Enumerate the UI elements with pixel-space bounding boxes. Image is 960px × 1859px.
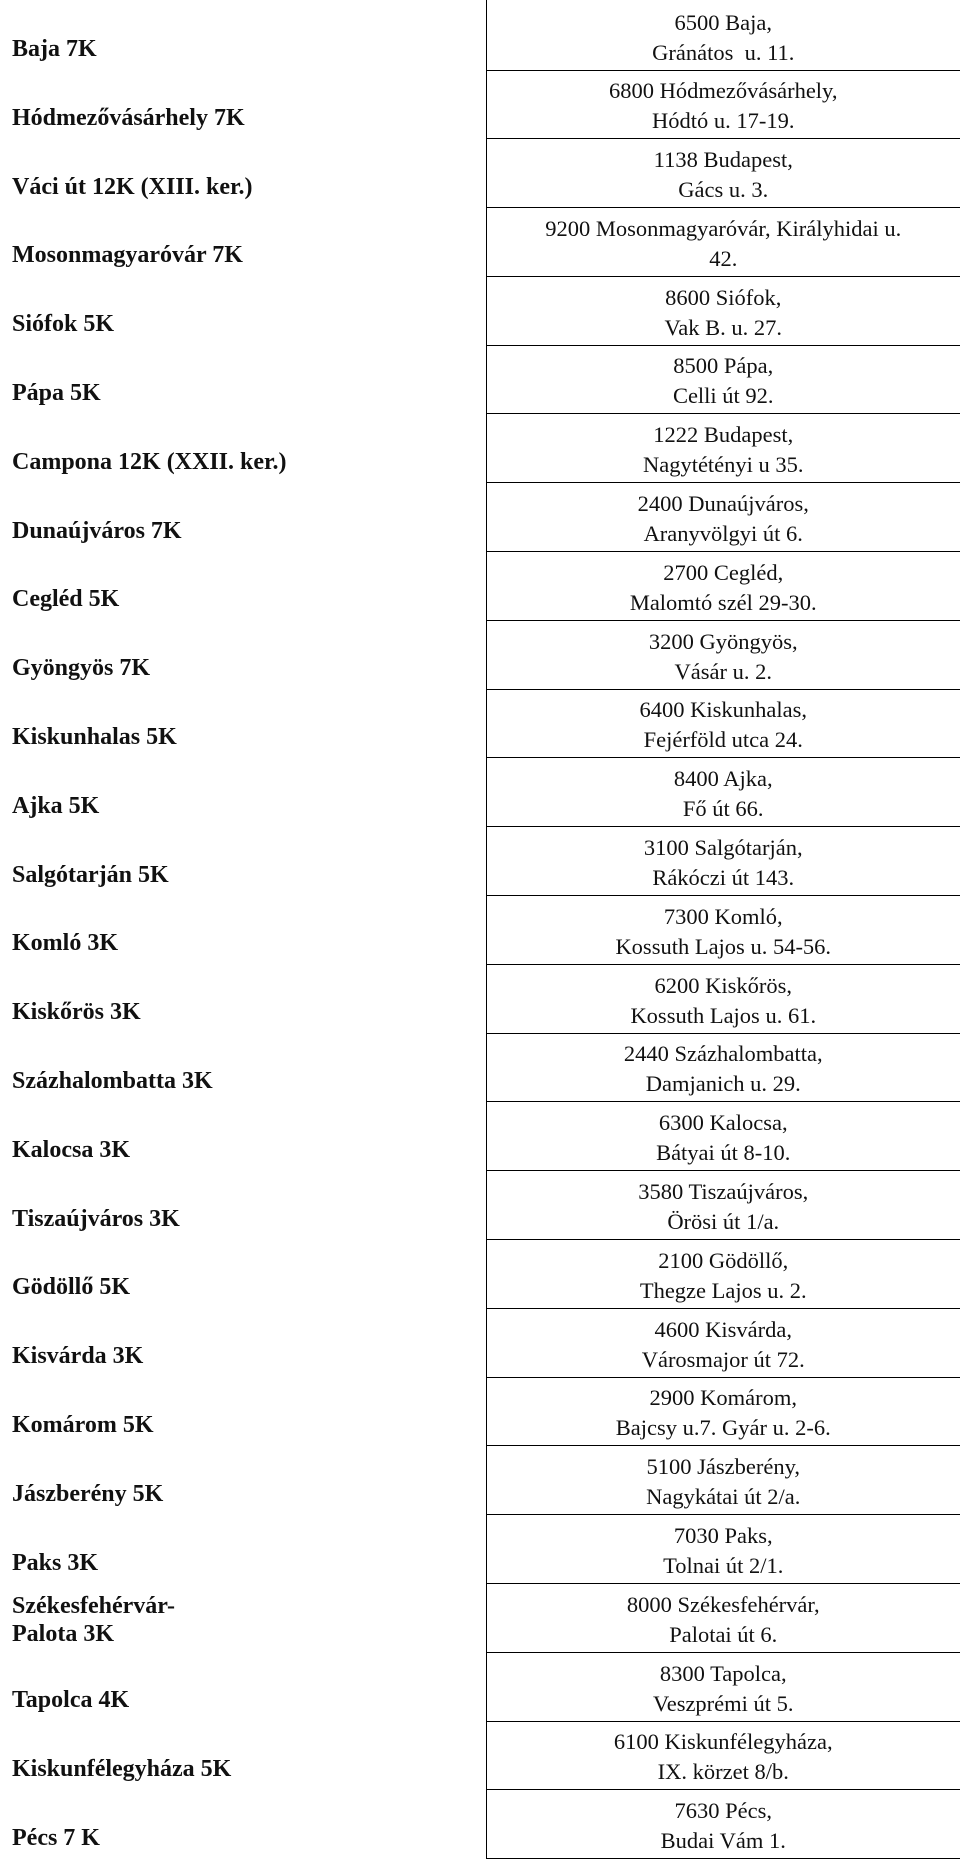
table-row [0,620,960,689]
store-name-text: Váci út 12K (XIII. ker.) [12,173,253,200]
store-name-text: Székesfehérvár- Palota 3K [12,1593,176,1648]
store-address [486,827,960,896]
address-city-line: 4600 Kisvárda, [654,1316,792,1342]
address-city-line: 8000 Székesfehérvár, [626,1591,820,1617]
store-name [0,1652,486,1721]
store-address [486,964,960,1033]
store-name-text: Pécs 7 K [12,1824,100,1851]
address-city-line: 2400 Dunaújváros, [637,491,809,517]
store-address [486,1515,960,1584]
address-city-line: 3100 Salgótarján, [643,835,803,861]
store-name-text: Kiskőrös 3K [12,999,141,1026]
address-city-line: 7030 Paks, [673,1523,773,1549]
table-row [0,345,960,414]
address-city-line: 6800 Hódmezővásárhely, [609,78,838,104]
address-street-line: Tolnai út 2/1. [663,1553,784,1579]
store-name-text: Tapolca 4K [12,1687,130,1714]
store-name-text: Salgótarján 5K [12,861,169,888]
address-street-line: Örösi út 1/a. [667,1209,780,1235]
table-row [0,1377,960,1446]
address-street-line: Városmajor út 72. [641,1346,805,1372]
store-address [486,1790,960,1859]
store-address [486,1240,960,1309]
store-address [486,1446,960,1515]
address-city-line: 2440 Százhalombatta, [623,1041,823,1067]
store-name-text: Kalocsa 3K [12,1136,130,1163]
address-street-line: IX. körzet 8/b. [657,1759,789,1785]
address-street-line: Nagytétényi u 35. [642,452,804,478]
store-name-text: Baja 7K [12,36,97,62]
address-city-line: 7630 Pécs, [674,1798,772,1824]
table-row [0,1790,960,1859]
address-city-line: 6300 Kalocsa, [658,1110,788,1136]
table-row [0,483,960,552]
table-row [0,1033,960,1102]
table-row [0,208,960,277]
store-name [0,620,486,689]
store-name [0,139,486,208]
address-street-line: Nagykátai út 2/a. [646,1484,801,1510]
store-name [0,1102,486,1171]
table-row [0,0,960,70]
table-row [0,552,960,621]
table-row [0,1721,960,1790]
store-name-text: Cegléd 5K [12,586,120,613]
store-name [0,414,486,483]
address-city-line: 7300 Komló, [663,903,783,929]
store-address [486,139,960,208]
store-name [0,552,486,621]
store-name-text: Százhalombatta 3K [12,1067,213,1094]
address-street-line: Fejérföld utca 24. [643,727,803,753]
store-name [0,1790,486,1859]
store-name-text: Jászberény 5K [12,1480,164,1507]
store-name-text: Gödöllő 5K [12,1274,131,1301]
store-address [486,1721,960,1790]
address-city-line: 5100 Jászberény, [646,1454,800,1480]
store-address [486,1308,960,1377]
address-city-line: 3200 Gyöngyös, [648,628,798,654]
table-row [0,276,960,345]
address-city-line: 8600 Siófok, [665,284,782,310]
store-name [0,70,486,139]
address-street-line: Celli út 92. [672,383,774,409]
table-row [0,758,960,827]
store-address [486,1377,960,1446]
store-name-text: Gyöngyös 7K [12,655,151,682]
store-address [486,208,960,277]
store-address [486,620,960,689]
address-city-line: 8300 Tapolca, [659,1660,787,1686]
address-street-line: Veszprémi út 5. [652,1690,794,1716]
store-name [0,1584,486,1653]
store-address [486,689,960,758]
store-address [486,1102,960,1171]
address-street-line: Malomtó szél 29-30. [629,589,817,615]
table-row [0,689,960,758]
store-name [0,1446,486,1515]
store-address [486,345,960,414]
store-name [0,689,486,758]
store-name-text: Ajka 5K [12,792,100,819]
store-address [486,1652,960,1721]
address-city-line: 8400 Ajka, [673,766,773,792]
address-street-line: Vak B. u. 27. [664,314,782,340]
store-name [0,964,486,1033]
table-row [0,1584,960,1653]
store-name [0,208,486,277]
store-name [0,827,486,896]
address-street-line: Gács u. 3. [678,177,769,203]
table-row [0,1652,960,1721]
store-name-text: Mosonmagyaróvár 7K [12,242,243,269]
store-name [0,0,486,70]
table-row [0,139,960,208]
store-address [486,414,960,483]
address-street-line: Rákóczi út 143. [652,865,795,891]
address-street-line: Bajcsy u.7. Gyár u. 2-6. [615,1415,831,1441]
store-name [0,1308,486,1377]
address-street-line: Vásár u. 2. [674,658,772,684]
store-name [0,1515,486,1584]
address-city-line: 9200 Mosonmagyaróvár, Királyhidai u. [545,215,902,241]
address-street-line: Aranyvölgyi út 6. [643,521,803,547]
address-street-line: Hódtó u. 17-19. [652,108,795,134]
address-street-line: Fő út 66. [682,796,764,822]
address-street-line: Gránátos u. 11. [652,39,795,65]
store-name [0,1721,486,1790]
address-city-line: 6100 Kiskunfélegyháza, [613,1729,833,1755]
address-city-line: 1138 Budapest, [653,147,793,173]
store-name-text: Kiskunhalas 5K [12,723,177,750]
table-row [0,1171,960,1240]
address-city-line: 8500 Pápa, [673,353,774,379]
store-name-text: Paks 3K [12,1549,99,1576]
address-street-line: Budai Vám 1. [660,1828,786,1854]
store-name-text: Komárom 5K [12,1411,154,1438]
store-name [0,1377,486,1446]
address-city-line: 2700 Cegléd, [663,559,784,585]
store-address [486,1171,960,1240]
store-address [486,483,960,552]
table-row [0,896,960,965]
table-row [0,964,960,1033]
address-city-line: 6500 Baja, [674,9,772,35]
address-street-line: 42. [709,245,738,271]
table-row [0,1308,960,1377]
address-city-line: 6200 Kiskőrös, [654,972,792,998]
store-address [486,1033,960,1102]
address-street-line: Palotai út 6. [669,1621,778,1647]
table-row [0,414,960,483]
store-address [486,896,960,965]
address-city-line: 6400 Kiskunhalas, [639,697,807,723]
store-name-text: Pápa 5K [12,379,101,406]
store-name [0,1240,486,1309]
store-name [0,896,486,965]
store-name-text: Kisvárda 3K [12,1343,144,1370]
store-name-text: Kiskunfélegyháza 5K [12,1755,232,1782]
store-name-text: Komló 3K [12,930,118,957]
store-address [486,70,960,139]
store-name [0,483,486,552]
store-address [486,276,960,345]
store-address [486,0,960,70]
table-row [0,1102,960,1171]
address-street-line: Bátyai út 8-10. [656,1140,791,1166]
store-name-text: Campona 12K (XXII. ker.) [12,448,287,475]
store-name [0,345,486,414]
table-row [0,1515,960,1584]
address-city-line: 2900 Komárom, [649,1385,797,1411]
store-name-text: Dunaújváros 7K [12,517,182,544]
store-name [0,1171,486,1240]
address-city-line: 3580 Tiszaújváros, [638,1179,809,1205]
store-name [0,758,486,827]
address-street-line: Thegze Lajos u. 2. [639,1277,807,1303]
store-name-text: Hódmezővásárhely 7K [12,104,245,131]
store-name-text: Siófok 5K [12,311,115,338]
address-street-line: Kossuth Lajos u. 61. [630,1002,817,1028]
store-name [0,1033,486,1102]
store-address [486,758,960,827]
store-address [486,1584,960,1653]
address-street-line: Kossuth Lajos u. 54-56. [615,933,832,959]
table-row [0,70,960,139]
store-name-text: Tiszaújváros 3K [12,1205,180,1232]
address-city-line: 2100 Gödöllő, [658,1247,789,1273]
table-row [0,1446,960,1515]
table-row [0,1240,960,1309]
table-row [0,827,960,896]
store-address [486,552,960,621]
address-street-line: Damjanich u. 29. [645,1071,801,1097]
store-name [0,276,486,345]
address-city-line: 1222 Budapest, [653,422,794,448]
